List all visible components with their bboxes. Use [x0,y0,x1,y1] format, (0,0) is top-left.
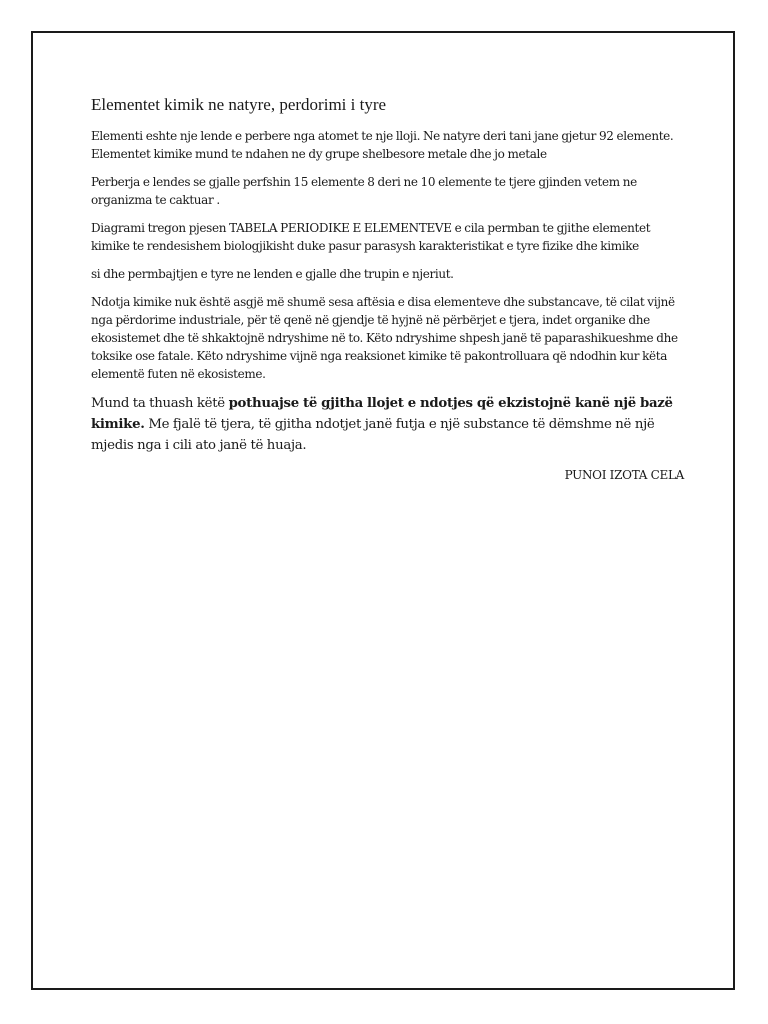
conclusion-text-bold: pothuajse të gjitha llojet e ndotjes që ekzistojnë kanë një bazë kimike. [91,396,673,432]
paragraph-pollution-conclusion [91,393,681,456]
document-page [31,31,735,990]
paragraph-periodic-table: Diagrami tregon pjesen TABELA PERIODIKE E ELEMENTEVE e cila permban te gjithe elementet kimike te rendesishem biologjikisht duke pasur parasysh karakteristikat e tyre fizike dhe kimike [91,221,651,253]
document-title: Elementet kimik ne natyre, perdorimi i tyre [91,95,387,114]
paragraph-elements-definition: Elementi eshte nje lende e perbere nga atomet te nje lloji. Ne natyre deri tani jane gjetur 92 elemente. Elementet kimike mund te ndahen ne dy grupe shelbesore metale dhe jo metale [91,129,674,161]
paragraph-chemical-pollution: Ndotja kimike nuk është asgjë më shumë sesa aftësia e disa elementeve dhe substancave, të cilat vijnë nga përdorime industriale, për të qenë në gjendje të hyjnë në përbërjet e tjera, indet organike dhe ekosistemet dhe të shkaktojnë ndryshime në to. Këto ndryshime shpesh janë të paparashikueshme dhe toksike ose fatale. Këto ndryshime vijnë nga reaksionet kimike të pakontrolluara që ndodhin kur këta elementë futen në ekosisteme. [91,295,678,381]
document-content [91,95,684,484]
paragraph-content-human-body: si dhe permbajtjen e tyre ne lenden e gjalle dhe trupin e njeriut. [91,267,454,281]
paragraph-living-matter: Perberja e lendes se gjalle perfshin 15 elemente 8 deri ne 10 elemente te tjere gjinden vetem ne organizma te caktuar . [91,175,637,207]
author-signature: PUNOI IZOTA CELA [564,468,684,482]
conclusion-text-start: Mund ta thuash këtë [91,396,229,411]
conclusion-text-end: Me fjalë të tjera, të gjitha ndotjet janë futja e një substance të dëmshme në një mjedis nga i cili ato janë të huaja. [91,417,655,453]
